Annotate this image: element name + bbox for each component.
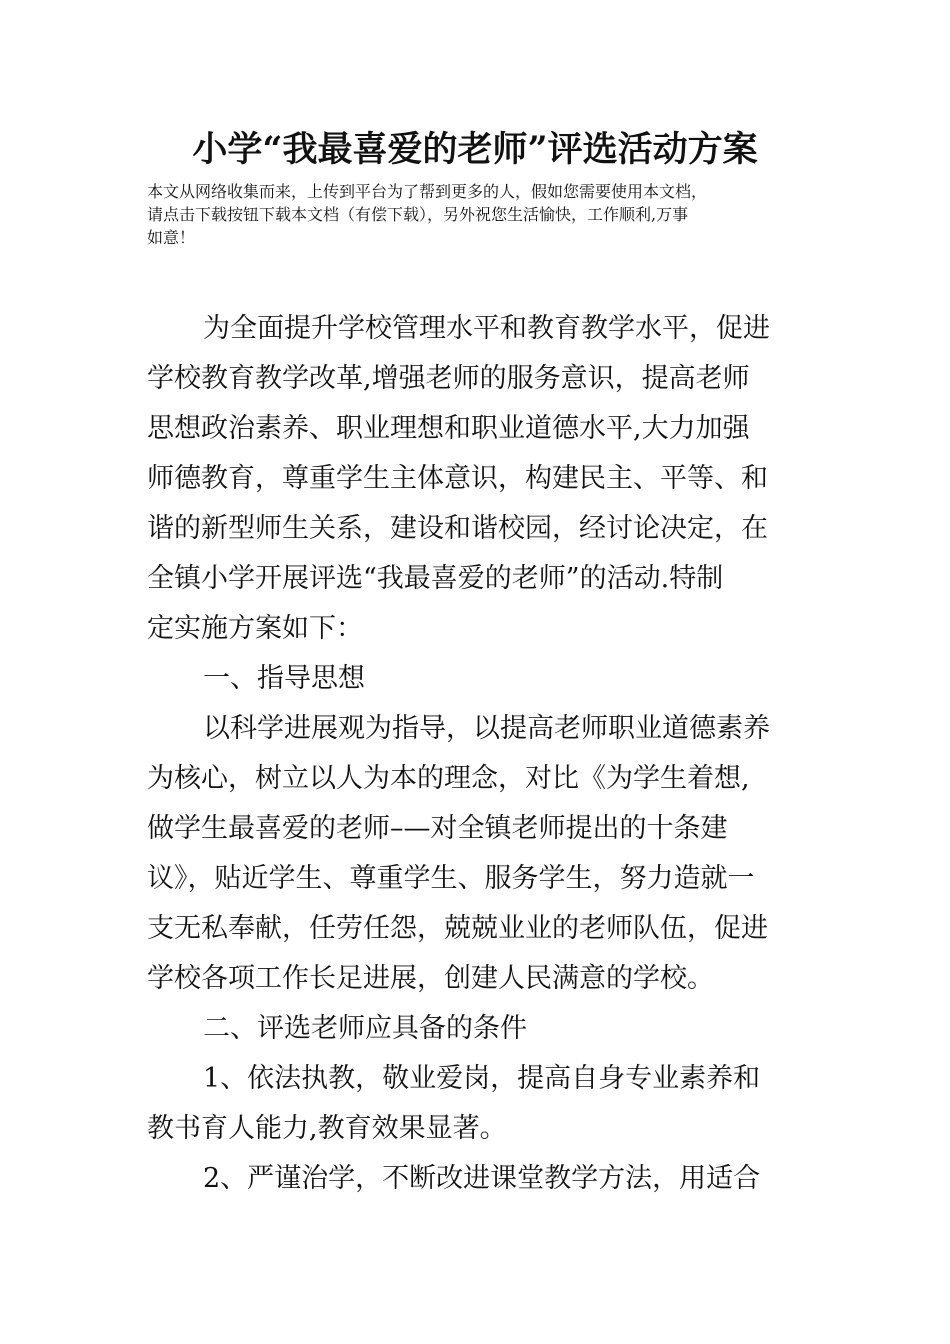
body-line: 做学生最喜爱的老师–—对全镇老师提出的十条建 — [147, 813, 728, 844]
body-line: 为全面提升学校管理水平和教育教学水平，促进 — [203, 313, 770, 344]
body-line: 师德教育，尊重学生主体意识，构建民主、平等、和 — [147, 463, 768, 494]
section-heading: 一、指导思想 — [203, 663, 365, 694]
disclaimer-line: 请点击下载按钮下载本文档（有偿下载），另外祝您生活愉快，工作顺利,万事 — [147, 205, 689, 224]
body-line: 谐的新型师生关系，建设和谐校园，经讨论决定，在 — [147, 513, 768, 544]
body-line: 全镇小学开展评选“我最喜爱的老师”的活动.特制 — [147, 563, 724, 594]
body-line: 支无私奉献，任劳任怨，兢兢业业的老师队伍，促进 — [147, 913, 768, 944]
body-line: 1、依法执教，敬业爱岗，提高自身专业素养和 — [203, 1063, 761, 1094]
body-line: 学校各项工作长足进展，创建人民满意的学校。 — [147, 963, 714, 994]
disclaimer-line: 如意！ — [147, 228, 196, 247]
body-line: 学校教育教学改革,增强老师的服务意识，提高老师 — [147, 363, 750, 394]
body-line: 以科学进展观为指导，以提高老师职业道德素养 — [203, 713, 770, 744]
body-line: 教书育人能力,教育效果显著。 — [147, 1113, 507, 1144]
body-line: 定实施方案如下： — [147, 613, 363, 644]
document-body — [147, 304, 817, 1204]
body-line: 思想政治素养、职业理想和职业道德水平,大力加强 — [147, 413, 750, 444]
body-line: 2、严谨治学，不断改进课堂教学方法，用适合 — [203, 1163, 761, 1194]
disclaimer-text — [147, 180, 827, 249]
body-line: 议》，贴近学生、尊重学生、服务学生，努力造就一 — [147, 863, 755, 894]
section-heading: 二、评选老师应具备的条件 — [203, 1013, 527, 1044]
disclaimer-line: 本文从网络收集而来，上传到平台为了帮到更多的人，假如您需要使用本文档， — [147, 182, 708, 201]
document-title: 小学“我最喜爱的老师”评选活动方案 — [192, 129, 758, 170]
body-line: 为核心，树立以人为本的理念，对比《为学生着想, — [147, 763, 750, 794]
